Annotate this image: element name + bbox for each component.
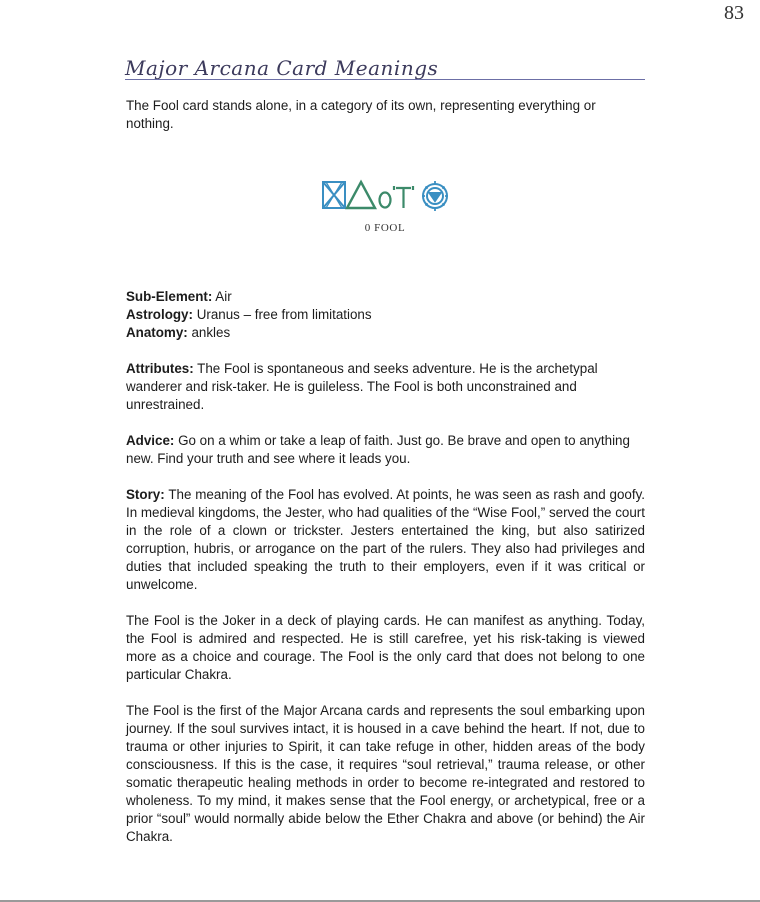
chapter-title: Major Arcana Card Meanings [125,56,439,80]
story-text: The meaning of the Fool has evolved. At points, he was seen as rash and goofy. In medieval kingdoms, the Jester, who had qualities of the “Wise Fool,” served the court in the role of a clown or trickster. Jesters entertained the king, but also satirized corruption, hubris, or arrogance on the part of the rulers. They also had privileges and duties that included speaking the truth to their employers, even if it was critical or unwelcome. [126,487,645,592]
anatomy-label: Anatomy: [126,325,188,340]
advice-label: Advice: [126,433,175,448]
figure-caption: 0 FOOL [364,222,406,234]
advice-text: Go on a whim or take a leap of faith. Just go. Be brave and open to anything new. Find your truth and see where it leads you. [126,433,630,466]
astrology-value: Uranus – free from limitations [192,307,372,322]
astrology-line [126,306,645,324]
story-label: Story: [126,487,165,502]
sub-element-label: Sub-Element: [126,289,213,304]
card-symbols [321,178,451,212]
intro-paragraph: The Fool card stands alone, in a category of its own, representing everything or nothing. [126,98,596,131]
uranus-sigil-icon [380,186,414,208]
joker-paragraph: The Fool is the Joker in a deck of playing cards. He can manifest as anything. Today, the Fool is admired and respected. He is still carefree, yet his risk-taking is viewed more as a choice and courage. The Fool is the only card that does not belong to one particular Chakra. [126,613,645,682]
card-description [126,288,645,864]
sub-element-value: Air [212,289,232,304]
sub-element-line [126,288,645,306]
soul-paragraph: The Fool is the first of the Major Arcana cards and represents the soul embarking upon journey. If the soul survives intact, it is housed in a cave behind the heart. If not, due to trauma or other injuries to Spirit, it can take refuge in other, hidden areas of the body consciousness. If this is the case, it requires “soul retrieval,” trauma release, or other somatic therapeutic healing methods in order to become re-integrated and restored to wholeness. To my mind, it makes sense that the Fool energy, or archetypical, free or a prior “soul” would normally abide below the Ether Chakra and above (or behind) the Air Chakra. [126,703,645,844]
advice-paragraph [126,432,645,468]
astrology-label: Astrology: [126,307,193,322]
air-hourglass-icon [323,182,345,208]
throat-chakra-icon [422,181,448,211]
page-number: 83 [724,2,744,24]
title-divider [125,79,645,80]
anatomy-line [126,324,645,342]
anatomy-value: ankles [187,325,231,340]
attributes-text: The Fool is spontaneous and seeks adventure. He is the archetypal wanderer and risk-taker. He is guileless. The Fool is both unconstrained and unrestrained. [126,361,598,412]
attributes-paragraph [126,360,645,414]
story-paragraph [126,486,645,594]
attributes-label: Attributes: [126,361,194,376]
fire-triangle-icon [347,182,375,208]
